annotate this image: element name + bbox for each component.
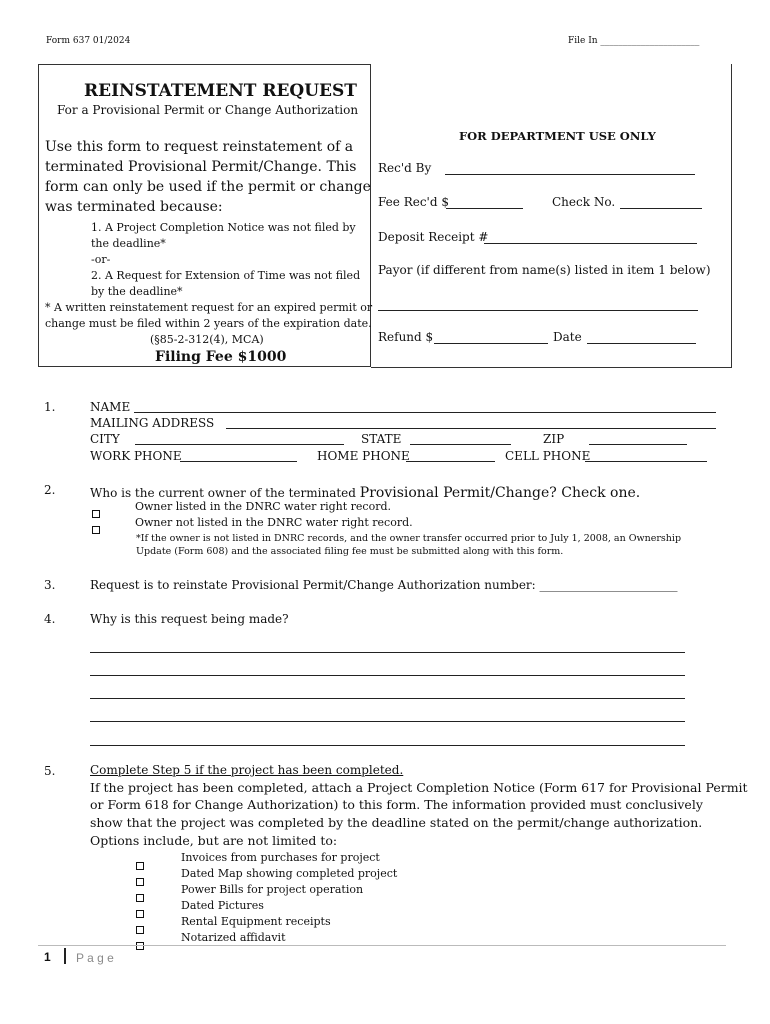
fee-recd-field[interactable] xyxy=(446,208,523,209)
expiration-note-cont: change must be filed within 2 years of the expiration date. xyxy=(45,317,372,330)
date-field[interactable] xyxy=(587,343,696,344)
check-no-label: Check No. xyxy=(552,195,616,209)
recd-by-label: Rec'd By xyxy=(378,161,432,175)
reason-question: Why is this request being made? xyxy=(90,612,289,626)
form-number: Form 637 01/2024 xyxy=(46,36,131,46)
reason-2-cont: by the deadline* xyxy=(91,285,183,298)
footer-divider xyxy=(38,945,726,946)
mailing-address-field[interactable] xyxy=(226,428,716,429)
completion-body: Options include, but are not limited to: xyxy=(90,833,338,848)
section-5-number: 5. xyxy=(44,764,56,778)
refund-label: Refund $ xyxy=(378,330,434,344)
completion-body: or Form 618 for Change Authorization) to this form. The information provided must conclusively xyxy=(90,797,703,812)
page-label: P a g e xyxy=(76,951,114,965)
reason-answer-line[interactable] xyxy=(90,745,685,746)
refund-field[interactable] xyxy=(434,343,548,344)
option-power-bills: Power Bills for project operation xyxy=(181,883,364,896)
fee-recd-label: Fee Rec'd $ xyxy=(378,195,449,209)
page-number: 1 xyxy=(44,950,51,964)
cell-phone-label: CELL PHONE xyxy=(505,449,591,463)
option-dated-map: Dated Map showing completed project xyxy=(181,867,398,880)
date-label: Date xyxy=(553,330,582,344)
home-phone-field[interactable] xyxy=(406,461,495,462)
statute-citation: (§85-2-312(4), MCA) xyxy=(150,333,264,346)
permit-number-line[interactable]: Request is to reinstate Provisional Permit/Change Authorization number: _______________________ xyxy=(90,578,678,592)
zip-field[interactable] xyxy=(589,444,687,445)
mailing-address-label: MAILING ADDRESS xyxy=(90,416,215,430)
section-2-number: 2. xyxy=(44,483,56,497)
footer-separator xyxy=(64,948,66,964)
recd-by-field[interactable] xyxy=(445,174,695,175)
city-field[interactable] xyxy=(135,444,344,445)
section-4-number: 4. xyxy=(44,612,56,626)
expiration-note: * A written reinstatement request for an expired permit or xyxy=(45,301,373,314)
zip-label: ZIP xyxy=(543,432,565,446)
option-rental-receipts: Rental Equipment receipts xyxy=(181,915,331,928)
reason-answer-line[interactable] xyxy=(90,652,685,653)
cell-phone-field[interactable] xyxy=(585,461,707,462)
reason-answer-line[interactable] xyxy=(90,721,685,722)
filing-fee: Filing Fee $1000 xyxy=(155,349,287,365)
payor-label: Payor (if different from name(s) listed in item 1 below) xyxy=(378,263,711,277)
deposit-receipt-field[interactable] xyxy=(484,243,697,244)
option-dated-pictures: Dated Pictures xyxy=(181,899,264,912)
ownership-note: *If the owner is not listed in DNRC records, and the owner transfer occurred prior to July 1, 2008, an Ownership xyxy=(136,533,682,544)
reason-answer-line[interactable] xyxy=(90,675,685,676)
state-field[interactable] xyxy=(410,444,511,445)
option-affidavit: Notarized affidavit xyxy=(181,931,286,944)
section-3-number: 3. xyxy=(44,578,56,592)
work-phone-field[interactable] xyxy=(180,461,297,462)
payor-field[interactable] xyxy=(378,310,698,311)
owner-not-listed-checkbox[interactable] xyxy=(92,519,100,538)
section-1-number: 1. xyxy=(44,400,56,414)
name-field[interactable] xyxy=(134,412,716,413)
option-invoices: Invoices from purchases for project xyxy=(181,851,380,864)
form-subtitle: For a Provisional Permit or Change Authorization xyxy=(57,103,359,117)
reason-1-cont: the deadline* xyxy=(91,237,166,250)
work-phone-label: WORK PHONE xyxy=(90,449,182,463)
owner-listed-label: Owner listed in the DNRC water right record. xyxy=(135,500,392,513)
file-in-field[interactable]: File In ______________________ xyxy=(568,36,700,46)
owner-question: Who is the current owner of the terminated Provisional Permit/Change? Check one. xyxy=(90,485,641,501)
completion-body: If the project has been completed, attach a Project Completion Notice (Form 617 for Provisional Permit xyxy=(90,780,748,795)
name-label: NAME xyxy=(90,400,131,414)
department-use-box xyxy=(371,64,732,368)
reason-1: 1. A Project Completion Notice was not filed by xyxy=(91,221,356,234)
owner-not-listed-label: Owner not listed in the DNRC water right record. xyxy=(135,516,413,529)
deposit-receipt-label: Deposit Receipt # xyxy=(378,230,489,244)
reason-or: -or- xyxy=(91,253,111,266)
department-heading: FOR DEPARTMENT USE ONLY xyxy=(459,129,656,143)
ownership-note-cont: Update (Form 608) and the associated filing fee must be submitted along with this form. xyxy=(136,546,564,557)
form-title: REINSTATEMENT REQUEST xyxy=(84,81,357,101)
check-no-field[interactable] xyxy=(620,208,702,209)
city-label: CITY xyxy=(90,432,120,446)
section-5-heading: Complete Step 5 if the project has been completed. xyxy=(90,763,404,777)
home-phone-label: HOME PHONE xyxy=(317,449,410,463)
state-label: STATE xyxy=(361,432,402,446)
reason-answer-line[interactable] xyxy=(90,698,685,699)
completion-body: show that the project was completed by the deadline stated on the permit/change authorization. xyxy=(90,815,703,830)
reason-2: 2. A Request for Extension of Time was not filed xyxy=(91,269,361,282)
